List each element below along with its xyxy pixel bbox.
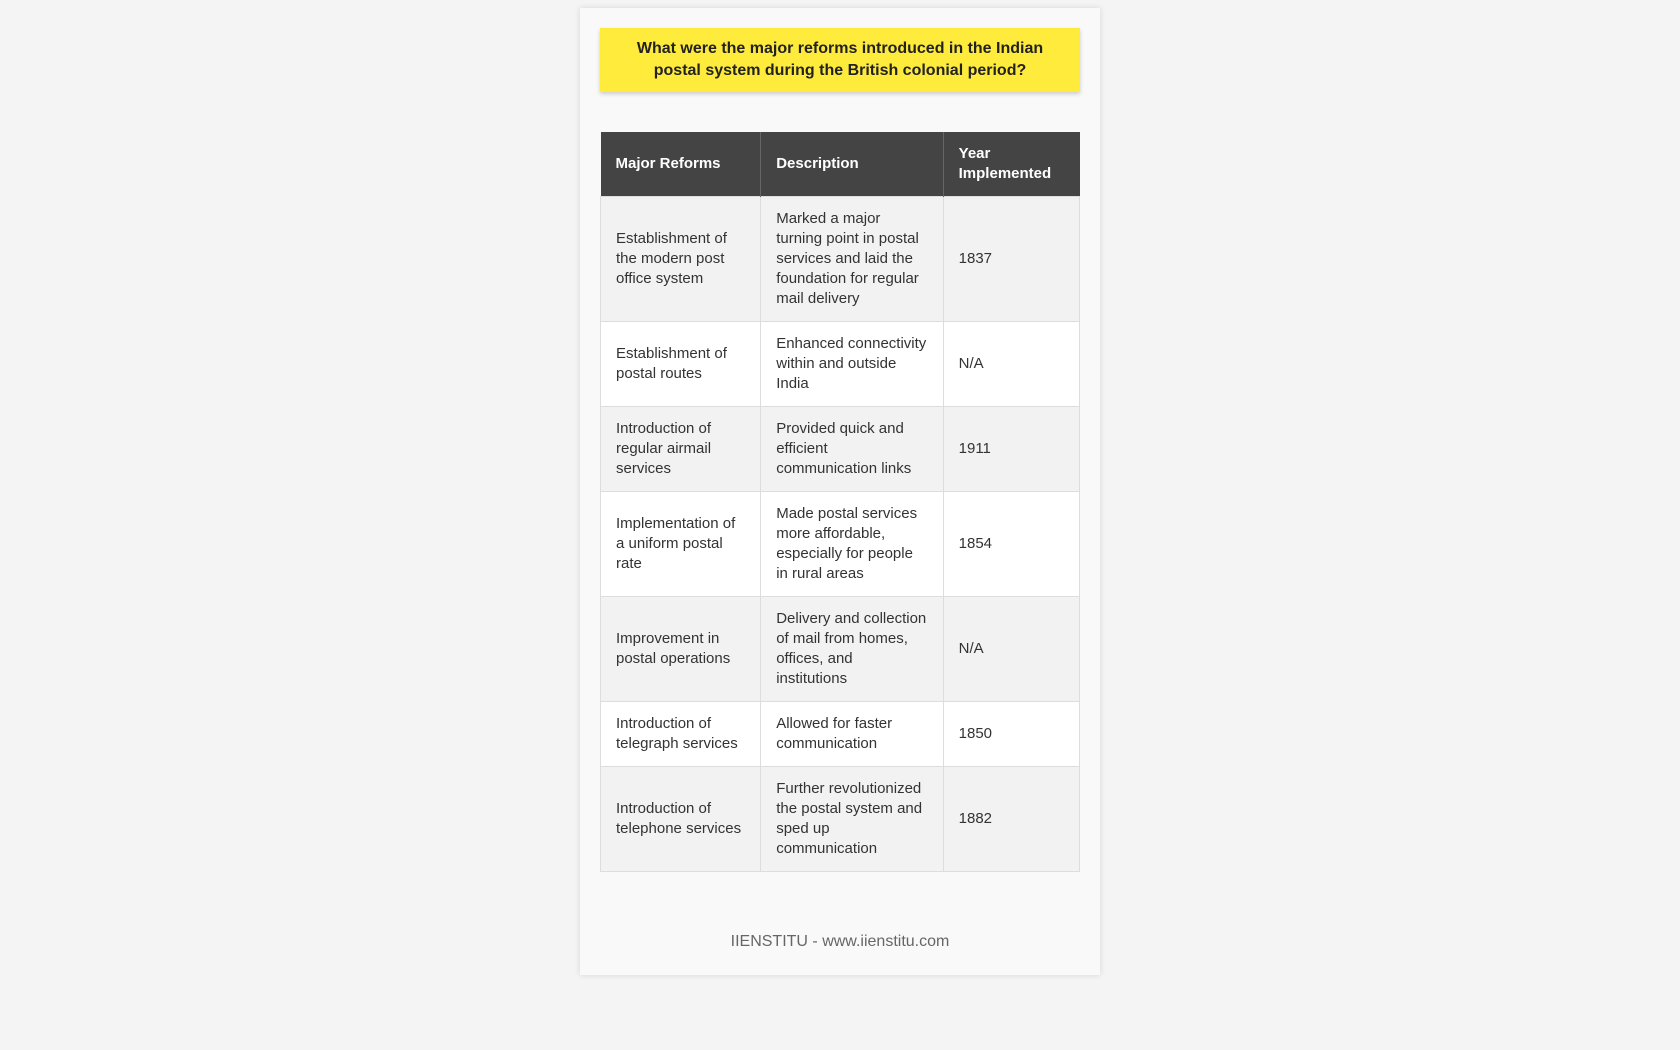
table-row	[601, 702, 1080, 767]
reform-cell: Establishment of the modern post office system	[601, 197, 761, 322]
year-cell: 1837	[943, 197, 1079, 322]
header-major-reforms: Major Reforms	[601, 132, 761, 197]
question-banner: What were the major reforms introduced in the Indian postal system during the British colonial period?	[600, 28, 1080, 92]
reform-cell: Improvement in postal operations	[601, 597, 761, 702]
year-cell: 1911	[943, 407, 1079, 492]
year-cell: N/A	[943, 322, 1079, 407]
description-cell: Provided quick and efficient communication links	[761, 407, 943, 492]
reform-cell: Introduction of regular airmail services	[601, 407, 761, 492]
year-cell: 1854	[943, 492, 1079, 597]
table-row	[601, 407, 1080, 492]
description-cell: Delivery and collection of mail from homes, offices, and institutions	[761, 597, 943, 702]
table-row	[601, 492, 1080, 597]
year-cell: 1850	[943, 702, 1079, 767]
description-cell: Further revolutionized the postal system and sped up communication	[761, 767, 943, 872]
table-row	[601, 322, 1080, 407]
reform-cell: Implementation of a uniform postal rate	[601, 492, 761, 597]
footer-credit: IIENSTITU - www.iienstitu.com	[730, 933, 950, 950]
reform-cell: Introduction of telephone services	[601, 767, 761, 872]
description-cell: Allowed for faster communication	[761, 702, 943, 767]
content-card	[580, 8, 1100, 975]
table-header-row	[601, 132, 1080, 197]
table-row	[601, 767, 1080, 872]
description-cell: Enhanced connectivity within and outside India	[761, 322, 943, 407]
header-description: Description	[761, 132, 943, 197]
table-row	[601, 597, 1080, 702]
table-row	[601, 197, 1080, 322]
year-cell: N/A	[943, 597, 1079, 702]
description-cell: Made postal services more affordable, especially for people in rural areas	[761, 492, 943, 597]
year-cell: 1882	[943, 767, 1079, 872]
reform-cell: Establishment of postal routes	[601, 322, 761, 407]
reform-cell: Introduction of telegraph services	[601, 702, 761, 767]
description-cell: Marked a major turning point in postal services and laid the foundation for regular mail delivery	[761, 197, 943, 322]
header-year-implemented: Year Implemented	[943, 132, 1079, 197]
reforms-table	[600, 132, 1080, 872]
